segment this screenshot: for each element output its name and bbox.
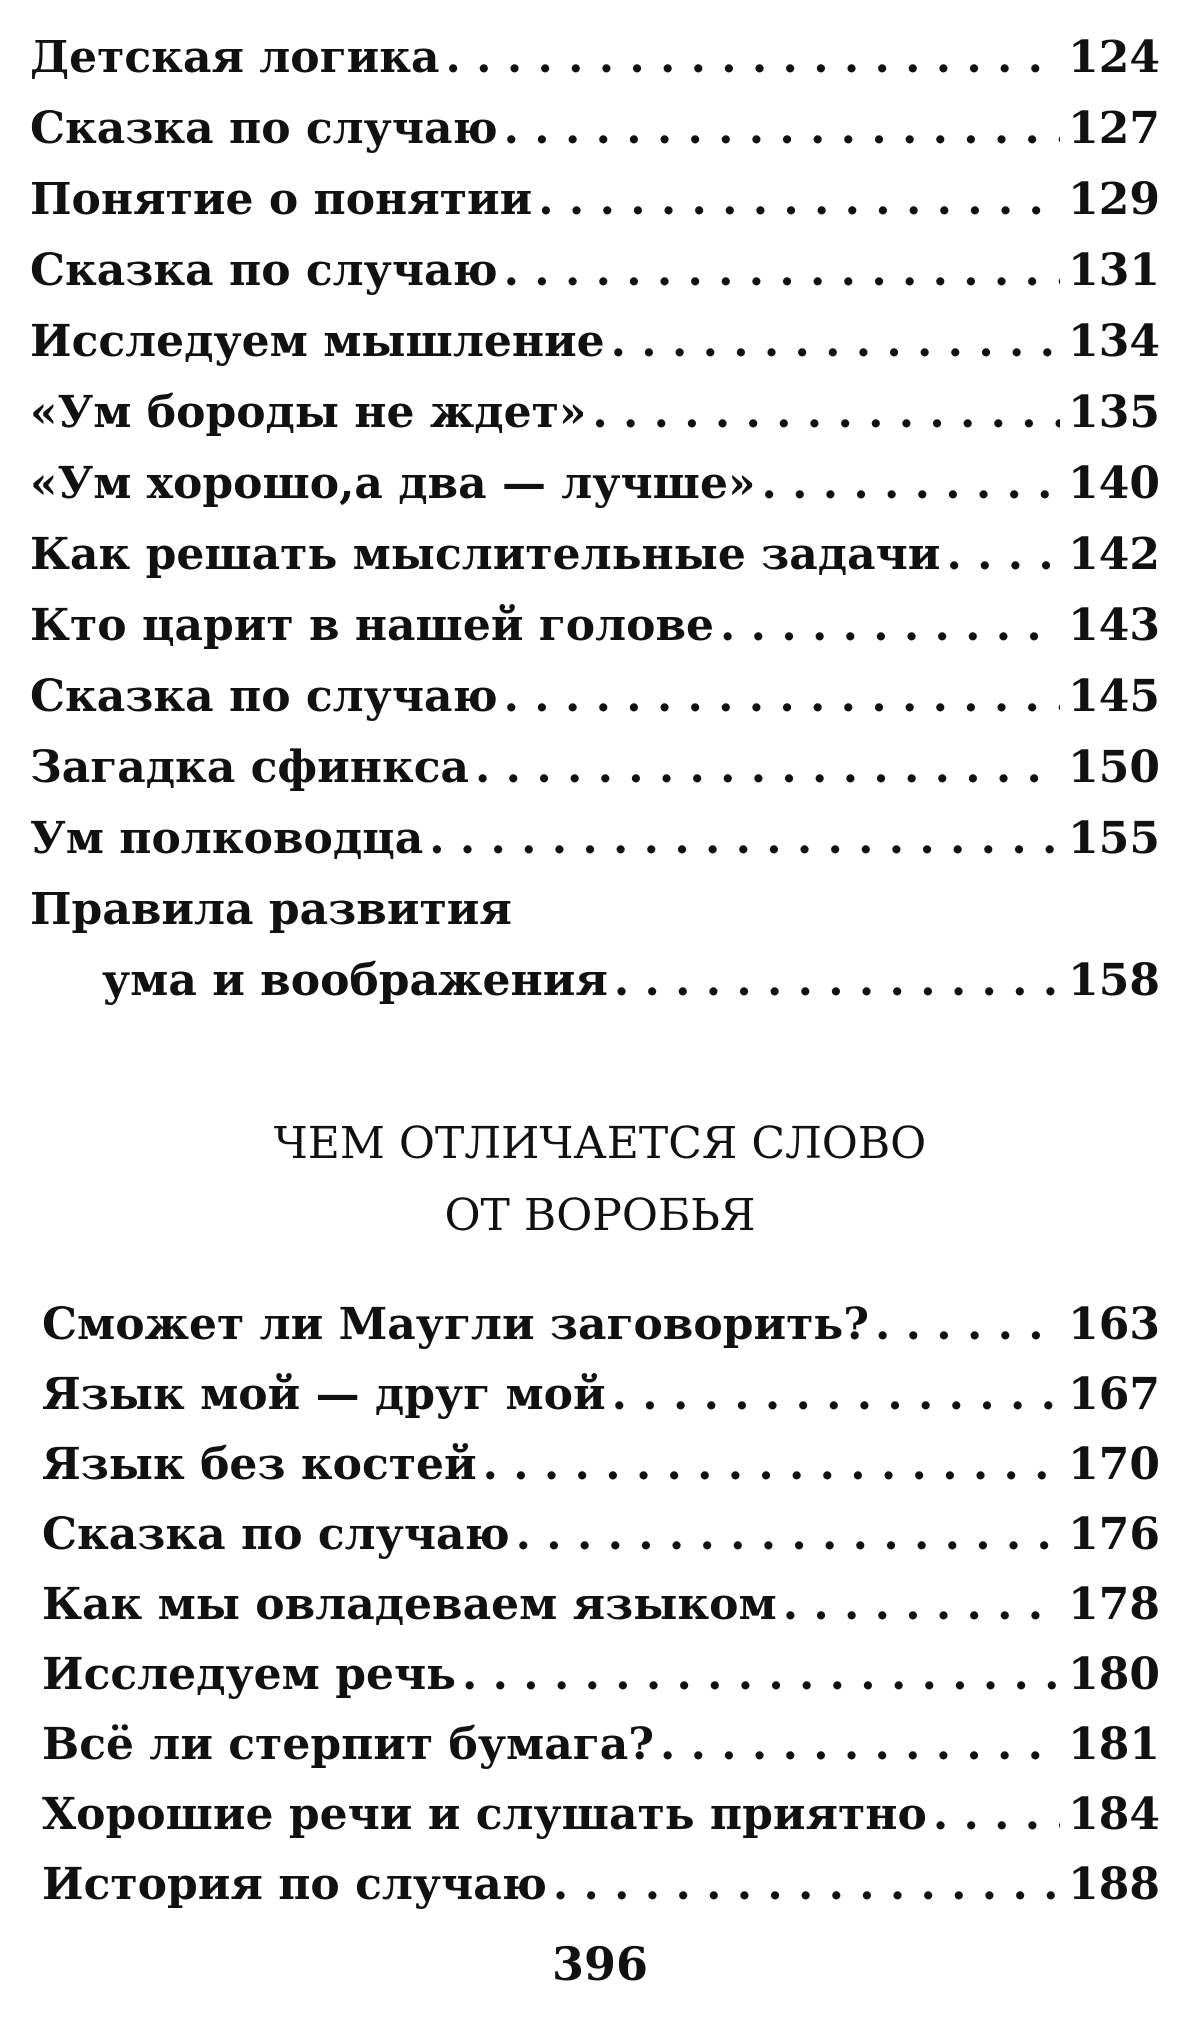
toc-entry bbox=[42, 1640, 1160, 1710]
toc-entry bbox=[42, 1570, 1160, 1640]
toc-entry bbox=[30, 519, 1160, 590]
section-heading-line-1: ЧЕМ ОТЛИЧАЕТСЯ СЛОВО bbox=[273, 1118, 927, 1169]
dot-leader bbox=[446, 22, 1061, 93]
toc-entry-title: История по случаю bbox=[42, 1859, 547, 1910]
dot-leader bbox=[783, 1570, 1060, 1640]
dot-leader bbox=[612, 1360, 1060, 1430]
toc-entry-page: 167 bbox=[1068, 1369, 1160, 1420]
table-of-contents-part-1 bbox=[30, 22, 1160, 1016]
page-number: 396 bbox=[551, 1937, 649, 1991]
toc-entry-title-continued: ума и воображения bbox=[102, 955, 608, 1006]
dot-leader bbox=[875, 1290, 1060, 1360]
dot-leader bbox=[475, 732, 1060, 803]
dot-leader bbox=[516, 1500, 1060, 1570]
toc-entry-title: Загадка сфинкса bbox=[30, 742, 470, 793]
toc-entry-page: 180 bbox=[1068, 1649, 1160, 1700]
section-heading-line-2: ОТ ВОРОБЬЯ bbox=[444, 1190, 756, 1241]
toc-entry-title: Сказка по случаю bbox=[30, 103, 498, 154]
dot-leader bbox=[660, 1710, 1060, 1780]
toc-entry-title: Правила развития bbox=[30, 884, 512, 935]
toc-entry-page: 150 bbox=[1068, 742, 1160, 793]
toc-entry-multiline-second bbox=[30, 945, 1160, 1016]
toc-entry bbox=[42, 1500, 1160, 1570]
toc-entry-title: Всё ли стерпит бумага? bbox=[42, 1719, 655, 1770]
toc-entry bbox=[30, 164, 1160, 235]
toc-entry bbox=[42, 1850, 1160, 1920]
toc-entry-page: 155 bbox=[1068, 813, 1160, 864]
toc-entry-page: 124 bbox=[1068, 32, 1160, 83]
toc-entry bbox=[42, 1430, 1160, 1500]
toc-entry-page: 170 bbox=[1068, 1439, 1160, 1490]
toc-entry-page: 131 bbox=[1068, 245, 1160, 296]
toc-entry bbox=[30, 661, 1160, 732]
dot-leader bbox=[614, 945, 1060, 1016]
dot-leader bbox=[946, 519, 1060, 590]
toc-entry-page: 163 bbox=[1068, 1299, 1160, 1350]
toc-entry-page: 176 bbox=[1068, 1509, 1160, 1560]
toc-entry bbox=[30, 448, 1160, 519]
toc-entry-title: Кто царит в нашей голове bbox=[30, 600, 715, 651]
toc-entry-page: 135 bbox=[1068, 387, 1160, 438]
toc-entry-title: «Ум хорошо,а два — лучше» bbox=[30, 458, 756, 509]
toc-entry-title: Сказка по случаю bbox=[42, 1509, 510, 1560]
toc-entry-title: Ум полководца bbox=[30, 813, 424, 864]
dot-leader bbox=[720, 590, 1060, 661]
section-heading bbox=[0, 1108, 1200, 1252]
toc-entry bbox=[42, 1360, 1160, 1430]
toc-entry-page: 145 bbox=[1068, 671, 1160, 722]
toc-entry-title: Понятие о понятии bbox=[30, 174, 533, 225]
toc-entry bbox=[30, 590, 1160, 661]
toc-entry-title: Детская логика bbox=[30, 32, 440, 83]
dot-leader bbox=[553, 1850, 1060, 1920]
dot-leader bbox=[504, 235, 1060, 306]
dot-leader bbox=[611, 306, 1060, 377]
toc-entry bbox=[30, 732, 1160, 803]
toc-entry bbox=[42, 1780, 1160, 1850]
toc-entry bbox=[30, 93, 1160, 164]
toc-entry bbox=[30, 22, 1160, 93]
toc-entry-page: 181 bbox=[1068, 1719, 1160, 1770]
toc-entry-page: 129 bbox=[1068, 174, 1160, 225]
toc-entry-multiline-first bbox=[30, 874, 1160, 945]
toc-entry-title: Исследуем мышление bbox=[30, 316, 605, 367]
toc-entry-title: Сказка по случаю bbox=[30, 671, 498, 722]
toc-entry-title: Хорошие речи и слушать приятно bbox=[42, 1789, 927, 1840]
dot-leader bbox=[462, 1640, 1060, 1710]
toc-entry-title: Язык без костей bbox=[42, 1439, 477, 1490]
toc-entry bbox=[30, 377, 1160, 448]
toc-entry-title: Сказка по случаю bbox=[30, 245, 498, 296]
toc-entry-title: Как решать мыслительные задачи bbox=[30, 529, 941, 580]
toc-entry-page: 178 bbox=[1068, 1579, 1160, 1630]
toc-entry-title: Исследуем речь bbox=[42, 1649, 457, 1700]
dot-leader bbox=[592, 377, 1060, 448]
toc-entry-page: 134 bbox=[1068, 316, 1160, 367]
dot-leader bbox=[504, 661, 1060, 732]
dot-leader bbox=[538, 164, 1060, 235]
toc-entry-page: 142 bbox=[1068, 529, 1160, 580]
dot-leader bbox=[504, 93, 1060, 164]
toc-entry-page: 127 bbox=[1068, 103, 1160, 154]
dot-leader bbox=[761, 448, 1060, 519]
toc-entry bbox=[30, 235, 1160, 306]
dot-leader bbox=[933, 1780, 1060, 1850]
dot-leader bbox=[429, 803, 1060, 874]
toc-entry bbox=[30, 803, 1160, 874]
toc-entry-title: Как мы овладеваем языком bbox=[42, 1579, 777, 1630]
toc-entry-page: 140 bbox=[1068, 458, 1160, 509]
toc-entry-title: «Ум бороды не ждет» bbox=[30, 387, 587, 438]
toc-entry bbox=[42, 1290, 1160, 1360]
toc-entry-page: 184 bbox=[1068, 1789, 1160, 1840]
table-of-contents-part-2 bbox=[42, 1290, 1160, 1920]
toc-entry-page: 143 bbox=[1068, 600, 1160, 651]
toc-entry bbox=[30, 306, 1160, 377]
dot-leader bbox=[483, 1430, 1061, 1500]
toc-entry-page: 188 bbox=[1068, 1859, 1160, 1910]
toc-entry-title: Язык мой — друг мой bbox=[42, 1369, 606, 1420]
toc-entry bbox=[42, 1710, 1160, 1780]
toc-entry-page: 158 bbox=[1068, 955, 1160, 1006]
toc-entry-title: Сможет ли Маугли заговорить? bbox=[42, 1299, 870, 1350]
